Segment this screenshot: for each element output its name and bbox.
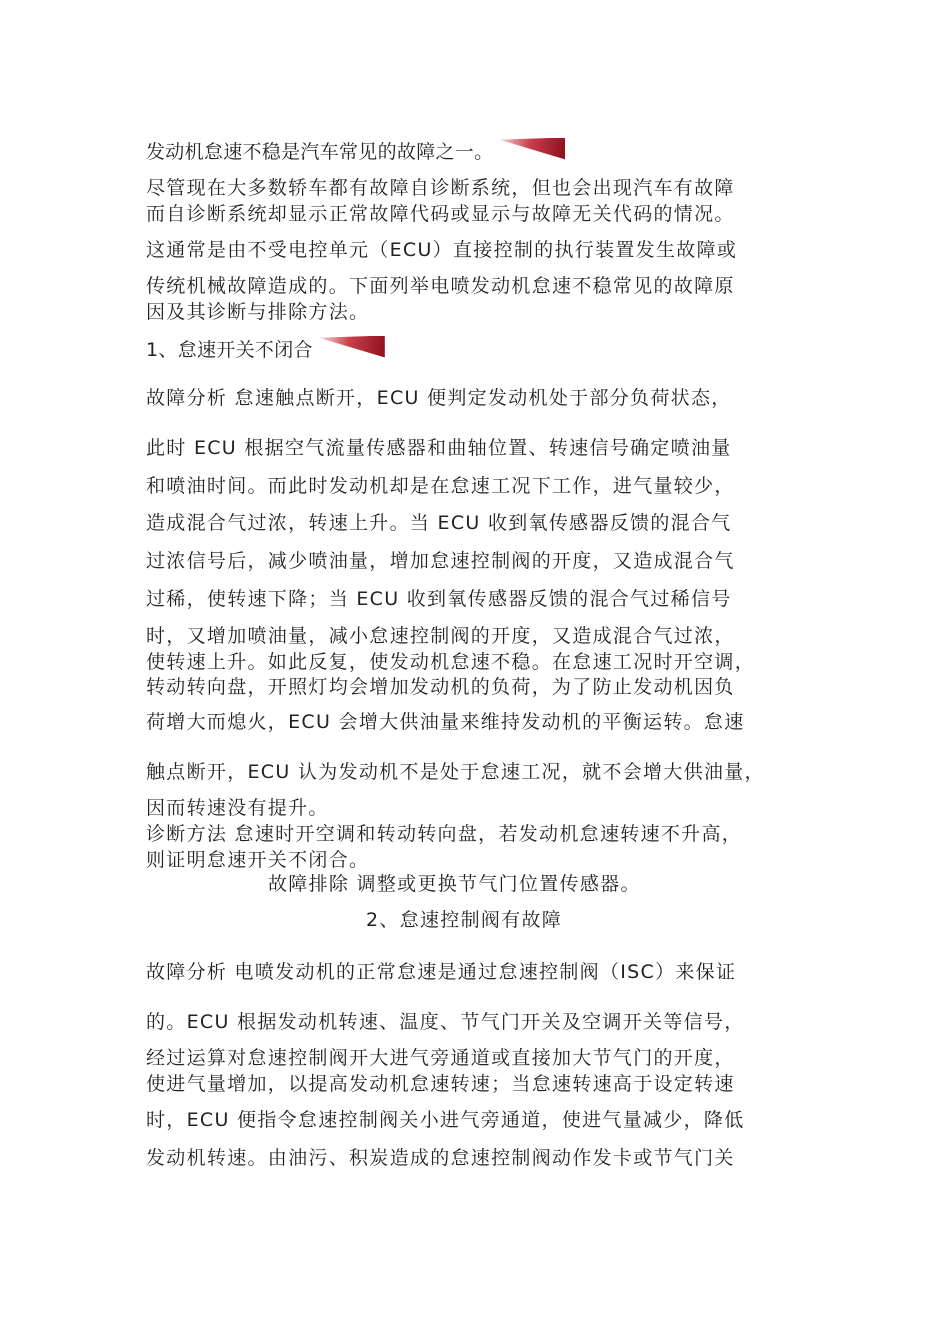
paragraph-line: 使进气量增加，以提高发动机怠速转速；当怠速转速高于设定转速 [146,1073,735,1095]
paragraph-line: 因及其诊断与排除方法。 [146,301,370,323]
paragraph-line: 经过运算对怠速控制阀开大进气旁通道或直接加大节气门的开度， [146,1047,735,1069]
section1-heading-text: 1、怠速开关不闭合 [146,339,313,361]
paragraph-line: 故障分析 电喷发动机的正常怠速是通过怠速控制阀（ISC）来保证 [146,961,737,983]
paragraph-line: 故障分析 怠速触点断开，ECU 便判定发动机处于部分负荷状态， [146,387,732,409]
paragraph-line: 的。ECU 根据发动机转速、温度、节气门开关及空调开关等信号， [146,1011,745,1033]
paragraph-line: 尽管现在大多数轿车都有故障自诊断系统，但也会出现汽车有故障 [146,177,735,199]
intro-heading [146,140,806,164]
paragraph-line: 发动机转速。由油污、积炭造成的怠速控制阀动作发卡或节气门关 [146,1147,735,1169]
paragraph-line: 则证明怠速开关不闭合。 [146,849,370,871]
paragraph-line: 荷增大而熄火，ECU 会增大供油量来维持发动机的平衡运转。怠速 [146,711,745,733]
paragraph-line: 过浓信号后，减少喷油量，增加怠速控制阀的开度，又造成混合气 [146,550,735,572]
paragraph-line: 转动转向盘，开照灯均会增加发动机的负荷，为了防止发动机因负 [146,676,735,698]
paragraph-line: 和喷油时间。而此时发动机却是在怠速工况下工作，进气量较少， [146,475,735,497]
paragraph-line: 传统机械故障造成的。下面列举电喷发动机怠速不稳常见的故障原 [146,275,735,297]
paragraph-line: 此时 ECU 根据空气流量传感器和曲轴位置、转速信号确定喷油量 [146,437,732,459]
paragraph-line: 时，ECU 便指令怠速控制阀关小进气旁通道，使进气量减少，降低 [146,1109,745,1131]
red-ribbon-icon [319,336,385,358]
paragraph-line: 时，又增加喷油量，减小怠速控制阀的开度，又造成混合气过浓， [146,625,735,647]
paragraph-line: 诊断方法 怠速时开空调和转动转向盘，若发动机怠速转速不升高， [146,823,743,845]
paragraph-line: 故障排除 调整或更换节气门位置传感器。 [268,873,641,895]
section1-heading [146,338,806,362]
paragraph-line: 触点断开，ECU 认为发动机不是处于怠速工况，就不会增大供油量， [146,761,765,783]
paragraph-line: 这通常是由不受电控单元（ECU）直接控制的执行装置发生故障或 [146,239,738,261]
intro-heading-text: 发动机怠速不稳是汽车常见的故障之一。 [146,141,494,163]
section2-heading: 2、怠速控制阀有故障 [366,909,563,931]
paragraph-line: 使转速上升。如此反复，使发动机怠速不稳。在怠速工况时开空调， [146,651,756,673]
paragraph-line: 造成混合气过浓，转速上升。当 ECU 收到氧传感器反馈的混合气 [146,512,732,534]
red-ribbon-icon [499,138,565,160]
paragraph-line: 而自诊断系统却显示正常故障代码或显示与故障无关代码的情况。 [146,203,735,225]
paragraph-line: 过稀，使转速下降；当 ECU 收到氧传感器反馈的混合气过稀信号 [146,588,732,610]
paragraph-line: 因而转速没有提升。 [146,797,329,819]
